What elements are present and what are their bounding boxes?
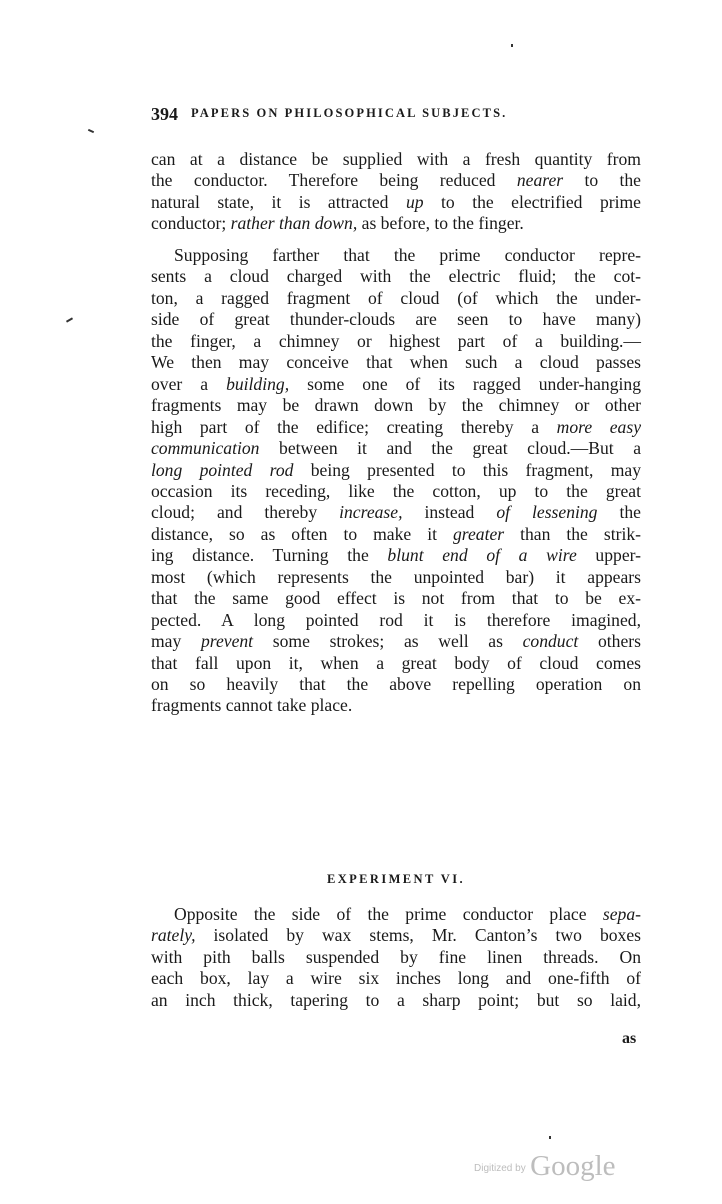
italic-text: communication xyxy=(151,438,260,459)
text-line xyxy=(151,967,641,989)
text-run: fragments cannot take place. xyxy=(151,695,353,716)
text-line xyxy=(151,437,641,459)
text-run: sents a cloud charged with the electric fluid; the cot- xyxy=(151,266,641,287)
italic-text: of lessening xyxy=(496,502,598,523)
text-run: Supposing farther that the prime conductor repre- xyxy=(174,245,641,265)
section-heading: EXPERIMENT VI. xyxy=(326,872,466,886)
text-line xyxy=(151,609,641,631)
text-run: to the xyxy=(563,170,641,191)
text-run: side of great thunder-clouds are seen to have many) xyxy=(151,309,641,330)
catchword: as xyxy=(622,1030,637,1047)
text-run: on so heavily that the above repelling operation on xyxy=(151,674,641,694)
text-line xyxy=(174,244,641,266)
text-run: fragments may be drawn down by the chimney or other xyxy=(151,395,641,416)
text-run: each box, lay a wire six inches long and one-fifth of xyxy=(151,968,641,989)
text-run: the xyxy=(597,502,641,523)
text-run: as before, to the finger. xyxy=(357,213,524,234)
text-line xyxy=(151,694,641,716)
text-run: an inch thick, tapering to a sharp point; but so laid, xyxy=(151,989,641,1010)
italic-text: blunt end of a wire xyxy=(387,545,577,566)
italic-text: conduct xyxy=(522,631,579,652)
text-run: that the same good effect is not from that to be ex- xyxy=(151,588,641,609)
text-run: being presented to this fragment, may xyxy=(293,459,642,480)
text-line xyxy=(151,459,641,481)
text-run: to the electrified prime xyxy=(423,191,641,212)
text-run: occasion its receding, like the cotton, up to the great xyxy=(151,480,641,501)
text-line xyxy=(151,265,641,287)
text-run: others xyxy=(578,631,641,652)
italic-text: prevent xyxy=(200,631,254,652)
text-run: some one of its ragged under-hanging xyxy=(289,373,641,394)
text-run: between it and the great cloud.—But a xyxy=(259,438,641,459)
page-number: 394 xyxy=(151,104,178,124)
text-run: ton, a ragged fragment of cloud (of which the under- xyxy=(151,287,641,308)
text-line xyxy=(174,903,641,925)
text-line xyxy=(151,330,641,352)
italic-text: nearer xyxy=(516,170,564,191)
text-run: high part of the edifice; creating thereby a xyxy=(151,416,557,437)
text-line xyxy=(151,394,641,416)
text-run: ing distance. Turning the xyxy=(151,545,388,566)
text-run: may xyxy=(151,631,201,652)
text-run: than the strik- xyxy=(504,523,641,544)
text-line xyxy=(151,212,641,234)
text-run: the conductor. Therefore being reduced xyxy=(151,170,517,191)
text-run: instead xyxy=(402,502,497,523)
text-run: the finger, a chimney or highest part of a building.— xyxy=(151,330,641,351)
text-line xyxy=(151,652,641,674)
text-line xyxy=(151,946,641,968)
text-line xyxy=(151,373,641,395)
italic-text: rately, xyxy=(151,925,196,946)
text-line xyxy=(151,587,641,609)
running-title: PAPERS ON PHILOSOPHICAL SUBJECTS. xyxy=(191,106,508,120)
watermark-prefix: Digitized by xyxy=(474,1163,526,1174)
text-run: distance, so as often to make it xyxy=(151,523,453,544)
text-run: can at a distance be supplied with a fresh quantity from xyxy=(151,149,641,169)
text-line xyxy=(151,287,641,309)
text-run: Opposite the side of the prime conductor place xyxy=(174,904,603,924)
text-run: some strokes; as well as xyxy=(253,631,523,652)
text-run: natural state, it is attracted xyxy=(151,191,406,212)
scan-speck xyxy=(511,44,513,47)
text-run: that fall upon it, when a great body of cloud comes xyxy=(151,652,641,673)
text-line xyxy=(151,566,641,588)
scan-speck xyxy=(88,129,94,133)
text-line xyxy=(151,169,641,191)
page-header xyxy=(151,104,651,126)
text-line xyxy=(151,501,641,523)
text-line xyxy=(151,544,641,566)
text-line xyxy=(151,989,641,1011)
text-line xyxy=(151,416,641,438)
text-run: isolated by wax stems, Mr. Canton’s two boxes xyxy=(195,925,641,946)
scan-speck xyxy=(549,1136,551,1139)
italic-text: long pointed rod xyxy=(151,459,294,480)
italic-text: sepa- xyxy=(602,904,641,924)
text-run: We then may conceive that when such a cloud passes xyxy=(151,352,641,373)
text-line xyxy=(151,148,641,170)
text-line xyxy=(151,630,641,652)
text-line xyxy=(151,924,641,946)
italic-text: rather than down, xyxy=(230,213,358,234)
text-line xyxy=(151,351,641,373)
italic-text: more easy xyxy=(556,416,642,437)
scan-speck xyxy=(66,317,73,322)
text-line xyxy=(151,480,641,502)
text-run: over a xyxy=(151,373,227,394)
digitized-by-google-watermark xyxy=(474,1150,616,1183)
text-line xyxy=(151,673,641,695)
text-run: cloud; and thereby xyxy=(151,502,340,523)
italic-text: greater xyxy=(452,523,505,544)
text-run: most (which represents the unpointed bar) it appears xyxy=(151,566,641,587)
italic-text: up xyxy=(405,191,424,212)
text-run: with pith balls suspended by fine linen threads. On xyxy=(151,946,641,967)
watermark-brand: Google xyxy=(530,1150,616,1182)
text-line xyxy=(151,191,641,213)
text-line xyxy=(151,523,641,545)
italic-text: building, xyxy=(226,373,290,394)
text-run: conductor; xyxy=(151,213,231,234)
italic-text: increase, xyxy=(339,502,403,523)
text-run: pected. A long pointed rod it is therefore imagined, xyxy=(151,609,641,630)
text-line xyxy=(151,308,641,330)
text-run: upper- xyxy=(576,545,641,566)
